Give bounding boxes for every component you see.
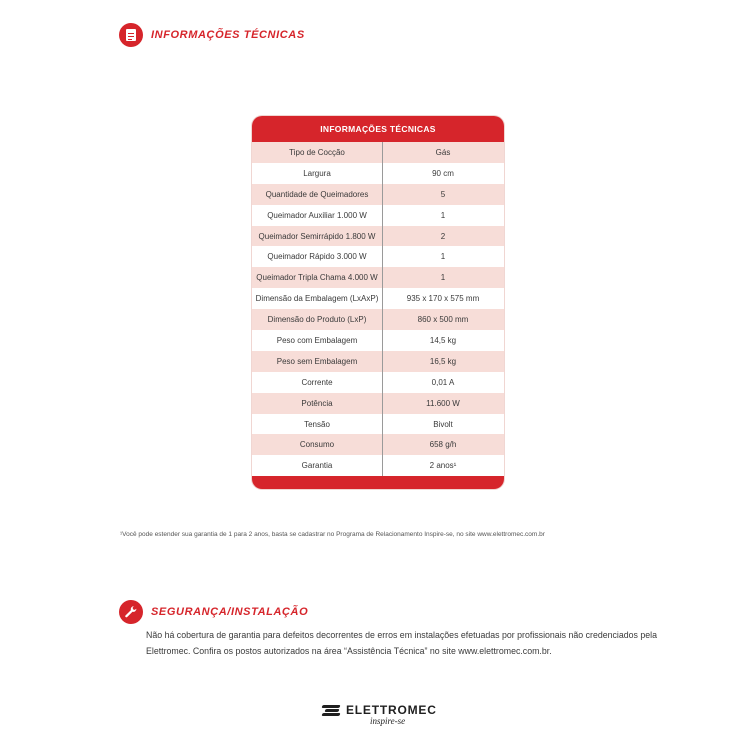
row-label: Tipo de Cocção (289, 147, 345, 157)
row-value: 16,5 kg (429, 356, 457, 366)
row-label: Queimador Rápido 3.000 W (267, 252, 367, 262)
tech-specs-table (252, 116, 504, 489)
table-row (252, 309, 504, 330)
brand-tagline: inspire-se (370, 716, 406, 726)
table-row (252, 226, 504, 247)
row-label: Quantidade de Queimadores (265, 189, 369, 199)
row-value: 1 (440, 273, 446, 283)
row-label: Dimensão da Embalagem (LxAxP) (255, 294, 379, 304)
table-row (252, 455, 504, 476)
table-row (252, 205, 504, 226)
row-value: 90 cm (432, 168, 454, 178)
safety-section-title: SEGURANÇA/INSTALAÇÃO (151, 606, 309, 618)
row-value: 11.600 W (426, 398, 460, 408)
table-row (252, 434, 504, 455)
table-row (252, 142, 504, 163)
table-row (252, 372, 504, 393)
table-row (252, 351, 504, 372)
brand-logo (322, 703, 437, 717)
brand-name: ELETTROMEC (346, 703, 437, 717)
row-label: Largura (303, 168, 331, 178)
wrench-icon (119, 600, 143, 624)
safety-section-header (119, 600, 308, 624)
row-value: Gás (435, 147, 451, 157)
table-row (252, 246, 504, 267)
row-value: 1 (440, 210, 446, 220)
row-value: 935 x 170 x 575 mm (406, 294, 480, 304)
row-label: Corrente (301, 377, 333, 387)
row-label: Queimador Semirrápido 1.800 W (258, 231, 376, 241)
row-label: Tensão (304, 419, 330, 429)
row-value: 860 x 500 mm (417, 315, 469, 325)
info-section-header (119, 23, 305, 47)
table-row (252, 267, 504, 288)
safety-text: Não há cobertura de garantia para defeitos decorrentes de erros em instalações efetuadas por profissionais não credenciados pela Elettromec. Confira os postos autorizados na área “Assistência Técnica” no site www.elettromec.com.br. (146, 630, 658, 656)
row-value: Bivolt (433, 419, 453, 429)
row-label: Queimador Tripla Chama 4.000 W (256, 273, 378, 283)
row-label: Queimador Auxiliar 1.000 W (267, 210, 367, 220)
row-value: 658 g/h (429, 440, 457, 450)
document-icon (119, 23, 143, 47)
table-row (252, 288, 504, 309)
row-value: 14,5 kg (429, 335, 457, 345)
elettromec-logo-icon (322, 703, 342, 717)
table-row (252, 330, 504, 351)
table-row (252, 163, 504, 184)
info-section-title: INFORMAÇÕES TÉCNICAS (151, 29, 305, 41)
table-footer-bar (252, 476, 504, 489)
row-label: Potência (301, 398, 333, 408)
row-value: 0,01 A (431, 377, 455, 387)
row-label: Dimensão do Produto (LxP) (267, 315, 367, 325)
warranty-footnote: ¹Você pode estender sua garantia de 1 para 2 anos, basta se cadastrar no Programa de Relacionamento Inspire-se, no site www.elettromec.com.br (120, 531, 545, 538)
table-row (252, 393, 504, 414)
row-value: 5 (440, 189, 446, 199)
row-label: Peso sem Embalagem (276, 356, 358, 366)
row-value: 2 (440, 231, 446, 241)
table-header: INFORMAÇÕES TÉCNICAS (252, 116, 504, 142)
row-label: Peso com Embalagem (276, 335, 358, 345)
table-row (252, 414, 504, 435)
row-value: 1 (440, 252, 446, 262)
row-label: Consumo (299, 440, 335, 450)
row-value: 2 anos¹ (429, 461, 457, 471)
table-row (252, 184, 504, 205)
table-body (252, 142, 504, 476)
row-label: Garantia (301, 461, 333, 471)
